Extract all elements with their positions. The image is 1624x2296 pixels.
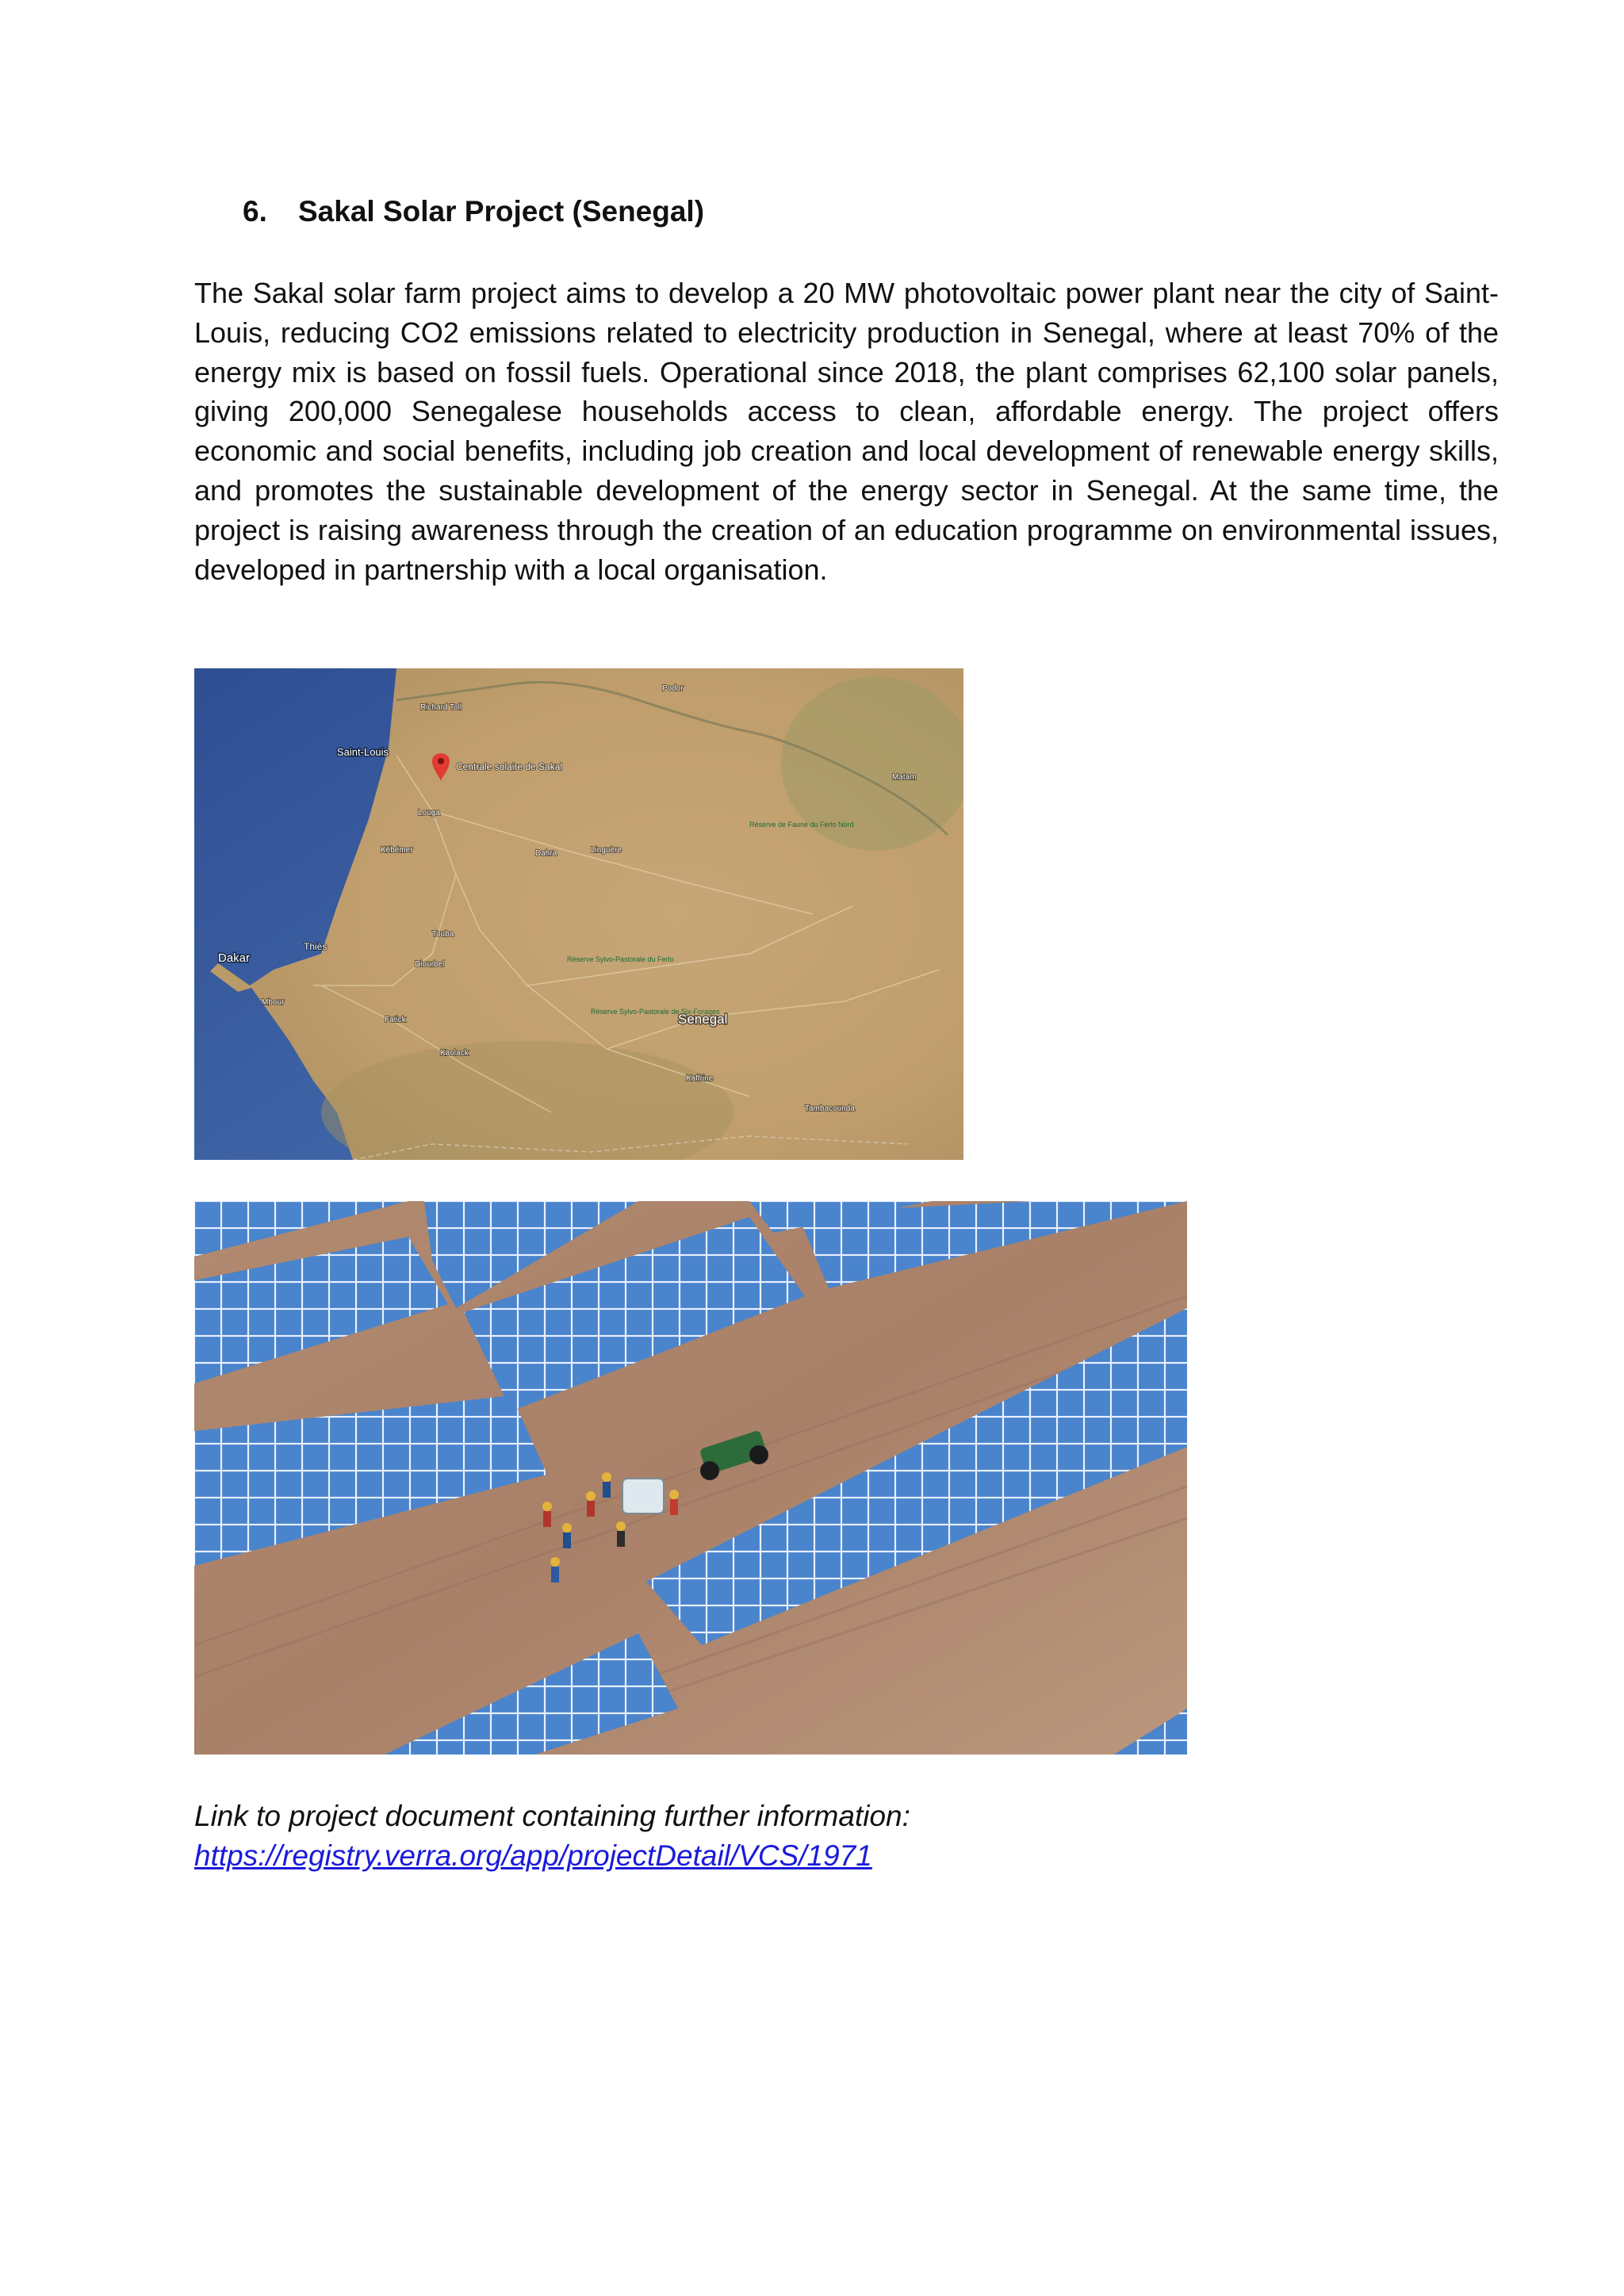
section-heading: [243, 195, 704, 228]
solar-farm-photo: [194, 1201, 1187, 1755]
map-label-ferlo-sud: Réserve Sylvo-Pastorale du Ferlo: [567, 955, 674, 963]
map-label-mbour: Mbour: [262, 998, 285, 1007]
map-label-dahra: Dahra: [535, 849, 557, 858]
map-label-ferlo-nord: Réserve de Faune du Ferlo Nord: [749, 821, 854, 828]
map-label-kebemer: Kébémer: [381, 846, 413, 855]
project-description: The Sakal solar farm project aims to develop a 20 MW photovoltaic power plant near the city of Saint-Louis, reducing CO2 emissions related to electricity production in Senegal, where at least 70% of the energy mix is based on fossil fuels. Operational since 2018, the plant comprises 62,100 solar panels, giving 200,000 Senegalese households access to clean, affordable energy. The project offers economic and social benefits, including job creation and local development of renewable energy skills, and promotes the sustainable development of the energy sector in Senegal. At the same time, the project is raising awareness through the creation of an education programme on environmental issues, developed in partnership with a local organisation.: [194, 277, 1499, 586]
map-label-six-forages: Réserve Sylvo-Pastorale de Six-Forages: [591, 1008, 720, 1016]
map-label-saint-louis: Saint-Louis: [337, 746, 389, 758]
link-caption-block: [194, 1797, 910, 1876]
section-number: 6.: [243, 195, 267, 228]
water-tank: [622, 1479, 664, 1513]
map-label-linguere: Linguère: [591, 846, 622, 855]
map-label-dakar: Dakar: [218, 951, 251, 965]
map-label-louga: Louga: [418, 809, 440, 817]
map-label-tambacounda: Tambacounda: [805, 1104, 855, 1113]
map-label-podor: Podor: [662, 684, 684, 693]
map-label-fatick: Fatick: [385, 1016, 406, 1024]
map-label-kaffrine: Kaffrine: [686, 1074, 714, 1083]
map-label-matam: Matam: [892, 773, 917, 782]
location-map: [194, 668, 963, 1160]
map-marker-label: Centrale solaire de Sakal: [456, 761, 563, 772]
project-document-link[interactable]: https://registry.verra.org/app/projectDetail/VCS/1971: [194, 1839, 872, 1872]
map-label-touba: Touba: [432, 930, 454, 939]
map-label-senegal: Senegal: [678, 1012, 728, 1027]
link-caption: Link to project document containing further information:: [194, 1800, 910, 1832]
map-label-richard-toll: Richard Toll: [420, 703, 462, 712]
map-label-diourbel: Diourbel: [415, 960, 445, 969]
map-label-kaolack: Kaolack: [440, 1049, 469, 1058]
section-title: Sakal Solar Project (Senegal): [298, 195, 705, 228]
map-label-thies: Thiès: [304, 941, 327, 952]
